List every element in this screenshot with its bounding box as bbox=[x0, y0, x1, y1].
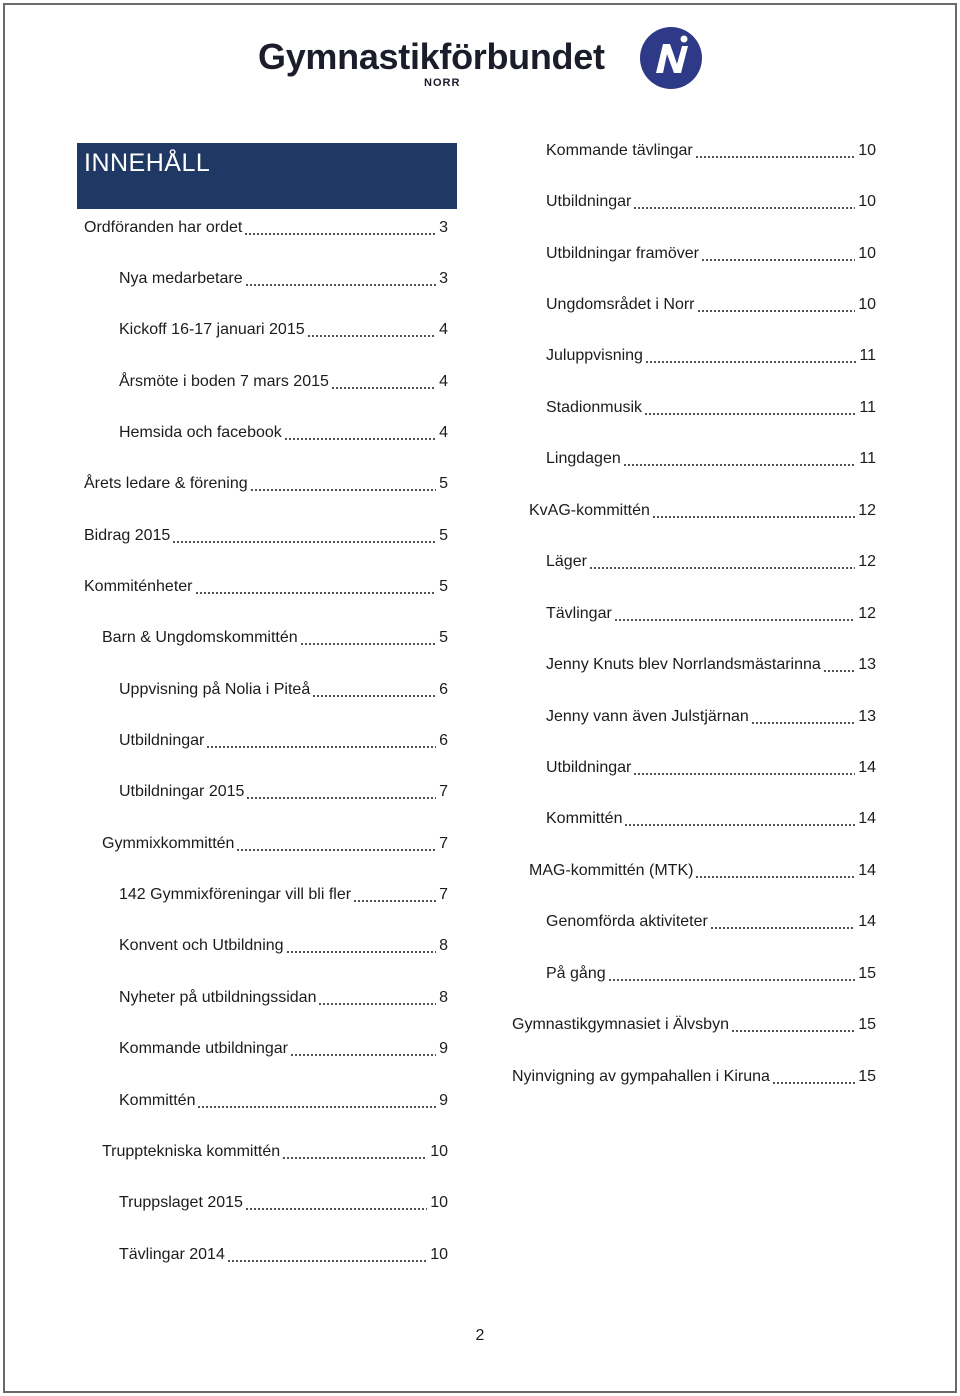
toc-entry-page: 5 bbox=[439, 578, 448, 596]
dot-leader bbox=[633, 760, 855, 776]
dot-leader bbox=[645, 348, 856, 364]
toc-entry-title: Nyinvigning av gympahallen i Kiruna bbox=[512, 1067, 770, 1085]
toc-entry-page: 10 bbox=[430, 1245, 448, 1263]
dot-leader bbox=[286, 938, 437, 954]
toc-entry[interactable] bbox=[84, 459, 448, 510]
toc-entry-page: 10 bbox=[430, 1194, 448, 1212]
toc-entry-title: Gymmixkommittén bbox=[102, 834, 235, 852]
toc-entry-title: Barn & Ungdomskommittén bbox=[102, 629, 298, 647]
dot-leader bbox=[589, 554, 855, 570]
dot-leader bbox=[701, 246, 855, 262]
dot-leader bbox=[206, 733, 436, 749]
toc-entry[interactable] bbox=[84, 561, 448, 612]
toc-entry[interactable] bbox=[512, 176, 876, 227]
toc-entry-title: Juluppvisning bbox=[546, 347, 643, 365]
toc-entry-title: Tävlingar bbox=[546, 604, 612, 622]
toc-entry[interactable] bbox=[512, 537, 876, 588]
toc-entry-title: Kommande tävlingar bbox=[546, 141, 693, 159]
dot-leader bbox=[614, 606, 855, 622]
toc-entry[interactable] bbox=[84, 407, 448, 458]
dot-leader bbox=[318, 990, 436, 1006]
toc-entry[interactable] bbox=[84, 664, 448, 715]
toc-entry-title: Kommande utbildningar bbox=[119, 1040, 288, 1058]
toc-entry[interactable] bbox=[84, 767, 448, 818]
toc-entry-title: Årsmöte i boden 7 mars 2015 bbox=[119, 372, 329, 390]
brand-region: NORR bbox=[424, 77, 461, 89]
dot-leader bbox=[172, 528, 436, 544]
toc-entry-title: Bidrag 2015 bbox=[84, 526, 171, 544]
toc-entry-page: 10 bbox=[430, 1142, 448, 1160]
toc-entry-page: 7 bbox=[439, 834, 448, 852]
dot-leader bbox=[300, 630, 436, 646]
toc-entry-page: 12 bbox=[858, 604, 876, 622]
toc-entry[interactable] bbox=[512, 742, 876, 793]
toc-entry-page: 4 bbox=[439, 321, 448, 339]
toc-entry[interactable] bbox=[84, 510, 448, 561]
toc-entry-page: 5 bbox=[439, 629, 448, 647]
dot-leader bbox=[644, 400, 856, 416]
toc-entry[interactable] bbox=[512, 331, 876, 382]
toc-entry-page: 10 bbox=[858, 193, 876, 211]
toc-entry[interactable] bbox=[84, 1075, 448, 1126]
dot-leader bbox=[312, 682, 436, 698]
toc-entry[interactable] bbox=[512, 588, 876, 639]
toc-entry-title: Utbildningar framöver bbox=[546, 244, 699, 262]
toc-entry[interactable] bbox=[512, 434, 876, 485]
toc-entry-title: Ordföranden har ordet bbox=[84, 218, 243, 236]
dot-leader bbox=[772, 1069, 855, 1085]
toc-entry[interactable] bbox=[84, 305, 448, 356]
toc-entry[interactable] bbox=[84, 1229, 448, 1280]
toc-entry-title: Jenny Knuts blev Norrlandsmästarinna bbox=[546, 656, 821, 674]
dot-leader bbox=[353, 887, 436, 903]
toc-entry-page: 10 bbox=[858, 296, 876, 314]
toc-entry-title: Gymnastikgymnasiet i Älvsbyn bbox=[512, 1016, 729, 1034]
dot-leader bbox=[652, 503, 855, 519]
toc-entry-title: Uppvisning på Nolia i Piteå bbox=[119, 680, 311, 698]
toc-entry-title: Kickoff 16-17 januari 2015 bbox=[119, 321, 305, 339]
dot-leader bbox=[250, 476, 436, 492]
toc-entry[interactable] bbox=[512, 845, 876, 896]
toc-entry[interactable] bbox=[84, 715, 448, 766]
dot-leader bbox=[695, 863, 855, 879]
toc-entry-title: På gång bbox=[546, 964, 606, 982]
toc-entry-title: Tävlingar 2014 bbox=[119, 1245, 225, 1263]
toc-entry-title: Nya medarbetare bbox=[119, 270, 243, 288]
toc-entry[interactable] bbox=[512, 279, 876, 330]
toc-entry-title: Stadionmusik bbox=[546, 398, 643, 416]
toc-entry-page: 3 bbox=[439, 270, 448, 288]
dot-leader bbox=[245, 271, 436, 287]
toc-entry[interactable] bbox=[84, 613, 448, 664]
toc-entry[interactable] bbox=[512, 948, 876, 999]
toc-entry-page: 13 bbox=[858, 707, 876, 725]
dot-leader bbox=[695, 143, 855, 159]
toc-entry-title: Lingdagen bbox=[546, 450, 621, 468]
page-number: 2 bbox=[475, 1327, 485, 1344]
toc-entry-title: Årets ledare & förening bbox=[84, 475, 248, 493]
toc-entry-title: Läger bbox=[546, 553, 587, 571]
toc-entry[interactable] bbox=[512, 639, 876, 690]
dot-leader bbox=[236, 836, 436, 852]
toc-entry-title: Kommittén bbox=[546, 810, 623, 828]
toc-entry[interactable] bbox=[84, 921, 448, 972]
dot-leader bbox=[245, 1195, 427, 1211]
toc-entry-page: 12 bbox=[858, 501, 876, 519]
toc-right-column bbox=[512, 125, 876, 1102]
toc-entry-page: 9 bbox=[439, 1040, 448, 1058]
toc-entry[interactable] bbox=[512, 125, 876, 176]
toc-entry[interactable] bbox=[84, 1024, 448, 1075]
toc-entry[interactable] bbox=[512, 691, 876, 742]
toc-entry[interactable] bbox=[512, 794, 876, 845]
toc-entry-page: 8 bbox=[439, 937, 448, 955]
toc-entry-page: 12 bbox=[858, 553, 876, 571]
dot-leader bbox=[197, 1093, 436, 1109]
toc-entry-page: 11 bbox=[859, 450, 876, 468]
dot-leader bbox=[331, 374, 436, 390]
toc-entry-page: 15 bbox=[858, 964, 876, 982]
brand-name: Gymnastikförbundet bbox=[258, 36, 605, 77]
toc-entry-page: 4 bbox=[439, 424, 448, 442]
dot-leader bbox=[608, 966, 856, 982]
toc-left-column bbox=[84, 202, 448, 1280]
toc-entry-title: Kommittén bbox=[119, 1091, 196, 1109]
toc-entry[interactable] bbox=[512, 897, 876, 948]
toc-entry-page: 10 bbox=[858, 141, 876, 159]
dot-leader bbox=[282, 1144, 427, 1160]
toc-entry-page: 10 bbox=[858, 244, 876, 262]
dot-leader bbox=[227, 1247, 427, 1263]
toc-entry-page: 13 bbox=[858, 656, 876, 674]
gymnastikforbundet-logo-icon bbox=[639, 26, 703, 90]
toc-entry-title: Ungdomsrådet i Norr bbox=[546, 296, 695, 314]
toc-entry[interactable] bbox=[84, 869, 448, 920]
toc-entry-page: 5 bbox=[439, 475, 448, 493]
toc-entry-page: 5 bbox=[439, 526, 448, 544]
toc-entry-page: 6 bbox=[439, 680, 448, 698]
toc-entry-page: 8 bbox=[439, 988, 448, 1006]
toc-entry-page: 15 bbox=[858, 1016, 876, 1034]
toc-entry[interactable] bbox=[84, 253, 448, 304]
toc-entry-title: Utbildningar bbox=[546, 758, 632, 776]
toc-entry[interactable] bbox=[84, 356, 448, 407]
toc-heading: INNEHÅLL bbox=[77, 143, 457, 209]
toc-entry[interactable] bbox=[84, 202, 448, 253]
toc-entry[interactable] bbox=[84, 972, 448, 1023]
toc-entry-page: 14 bbox=[858, 810, 876, 828]
toc-entry[interactable] bbox=[84, 1178, 448, 1229]
toc-entry-title: Utbildningar bbox=[119, 732, 205, 750]
toc-entry-page: 3 bbox=[439, 218, 448, 236]
toc-entry[interactable] bbox=[512, 999, 876, 1050]
toc-entry-title: Utbildningar bbox=[546, 193, 632, 211]
toc-entry-page: 7 bbox=[439, 886, 448, 904]
dot-leader bbox=[624, 811, 855, 827]
toc-entry-page: 14 bbox=[858, 758, 876, 776]
toc-entry-title: Kommiténheter bbox=[84, 578, 193, 596]
dot-leader bbox=[195, 579, 437, 595]
toc-entry-title: Truppslaget 2015 bbox=[119, 1194, 243, 1212]
dot-leader bbox=[623, 451, 857, 467]
toc-entry-page: 15 bbox=[858, 1067, 876, 1085]
toc-entry-title: Nyheter på utbildningssidan bbox=[119, 988, 317, 1006]
toc-entry[interactable] bbox=[512, 1051, 876, 1102]
dot-leader bbox=[633, 194, 855, 210]
dot-leader bbox=[246, 784, 436, 800]
toc-entry-page: 11 bbox=[859, 398, 876, 416]
toc-entry-title: Jenny vann även Julstjärnan bbox=[546, 707, 749, 725]
dot-leader bbox=[697, 297, 856, 313]
toc-entry-title: Utbildningar 2015 bbox=[119, 783, 245, 801]
toc-entry-title: Konvent och Utbildning bbox=[119, 937, 284, 955]
toc-entry-page: 9 bbox=[439, 1091, 448, 1109]
toc-entry-title: Hemsida och facebook bbox=[119, 424, 282, 442]
toc-entry-title: Genomförda aktiviteter bbox=[546, 913, 708, 931]
toc-entry-page: 14 bbox=[858, 861, 876, 879]
dot-leader bbox=[290, 1041, 436, 1057]
toc-entry-title: KvAG-kommittén bbox=[529, 501, 650, 519]
toc-entry-title: MAG-kommittén (MTK) bbox=[529, 861, 694, 879]
toc-entry-page: 14 bbox=[858, 913, 876, 931]
dot-leader bbox=[751, 709, 855, 725]
toc-entry-page: 7 bbox=[439, 783, 448, 801]
toc-entry-page: 4 bbox=[439, 372, 448, 390]
dot-leader bbox=[710, 914, 855, 930]
toc-entry[interactable] bbox=[512, 228, 876, 279]
toc-entry-title: Trupptekniska kommittén bbox=[102, 1142, 281, 1160]
toc-entry-page: 11 bbox=[859, 347, 876, 365]
toc-entry[interactable] bbox=[84, 1126, 448, 1177]
toc-entry-title: 142 Gymmixföreningar vill bli fler bbox=[119, 886, 352, 904]
toc-entry[interactable] bbox=[512, 485, 876, 536]
dot-leader bbox=[284, 425, 436, 441]
toc-entry[interactable] bbox=[512, 382, 876, 433]
dot-leader bbox=[823, 657, 855, 673]
dot-leader bbox=[244, 220, 436, 236]
toc-entry-page: 6 bbox=[439, 732, 448, 750]
dot-leader bbox=[307, 322, 436, 338]
toc-entry[interactable] bbox=[84, 818, 448, 869]
dot-leader bbox=[731, 1017, 855, 1033]
